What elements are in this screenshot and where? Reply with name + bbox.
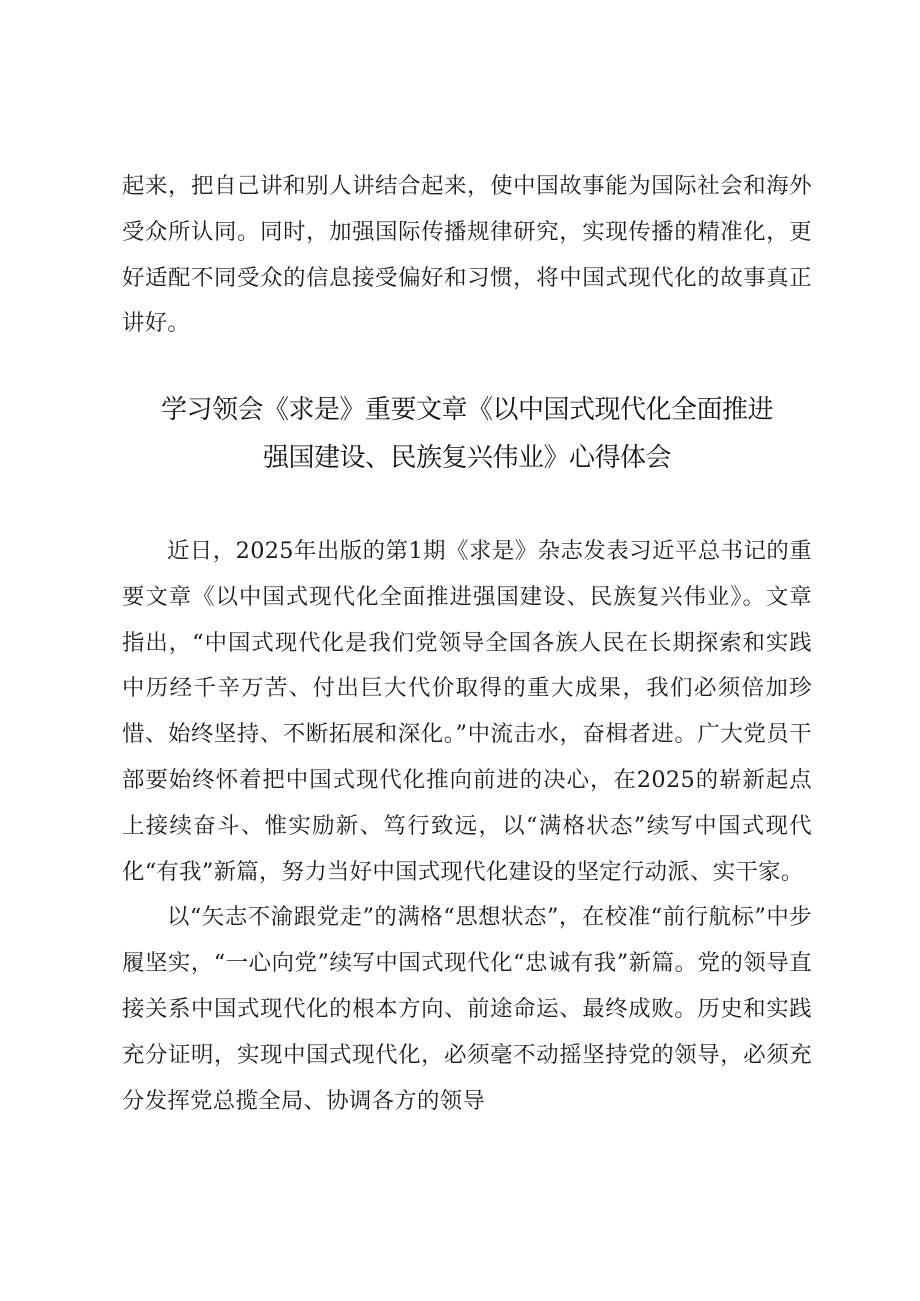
article-title-line-2: 强国建设、民族复兴伟业》心得体会: [262, 443, 671, 473]
article-title: [122, 386, 812, 482]
article-paragraph-2: 以“矢志不渝跟党走”的满格“思想状态”，在校准“前行航标”中步履坚实，“一心向党”续写中国式现代化“忠诚有我”新篇。党的领导直接关系中国式现代化的根本方向、前途命运、最终成败。历史和实践充分证明，实现中国式现代化，必须毫不动摇坚持党的领导，必须充分发挥党总揽全局、协调各方的领导: [122, 904, 812, 1114]
article-paragraph-1: 近日，2025年出版的第1期《求是》杂志发表习近平总书记的重要文章《以中国式现代化全面推进强国建设、民族复兴伟业》。文章指出，“中国式现代化是我们党领导全国各族人民在长期探索和实践中历经千辛万苦、付出巨大代价取得的重大成果，我们必须倍加珍惜、始终坚持、不断拓展和深化。”中流击水，奋楫者进。广大党员干部要始终怀着把中国式现代化推向前进的决心，在2025的崭新起点上接续奋斗、惟实励新、笃行致远，以“满格状态”续写中国式现代化“有我”新篇，努力当好中国式现代化建设的坚定行动派、实干家。: [122, 538, 812, 885]
continuation-paragraph: 起来，把自己讲和别人讲结合起来，使中国故事能为国际社会和海外受众所认同。同时，加强国际传播规律研究，实现传播的精准化，更好适配不同受众的信息接受偏好和习惯，将中国式现代化的故事真正讲好。: [122, 173, 812, 337]
article-body: [122, 529, 812, 1124]
article-title-line-1: 学习领会《求是》重要文章《以中国式现代化全面推进: [160, 395, 773, 425]
